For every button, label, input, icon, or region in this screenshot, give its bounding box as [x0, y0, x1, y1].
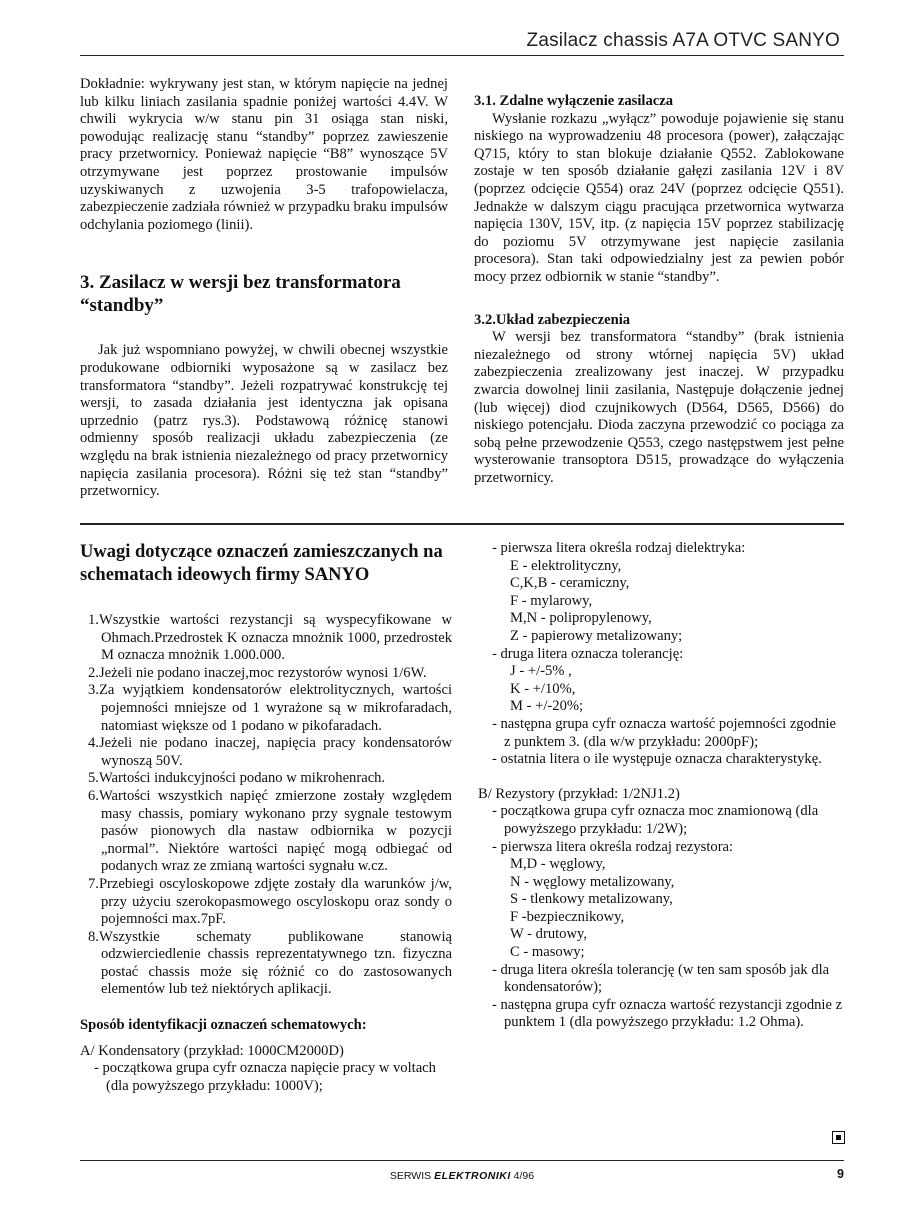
resistor-tolerance-rule: - druga litera określa tolerancję (w ten sam sposób jak dla kondensatorów); [492, 961, 830, 996]
resistor-type-item: F -bezpiecznikowy, [510, 908, 625, 925]
dielectric-item: C,K,B - ceramiczny, [510, 575, 630, 592]
footer-prefix: SERWIS [389, 1170, 432, 1182]
footer-rule [80, 1160, 844, 1161]
tolerance-item: J - +/-5% , [510, 663, 572, 680]
notes-heading: Uwagi dotyczące oznaczeń zamieszczanych na schematach ideowych firmy SANYO [80, 542, 443, 585]
resistor-value-rule: - następna grupa cyfr oznacza wartość rezystancji zgodnie z punktem 1 (dla powyższego przykładu: 1.2 Ohma). [492, 996, 843, 1031]
section-3-2-text: W wersji bez transformatora “standby” (brak istnienia niezależnego od strony wtórnej napięcia 5V) układ zabezpieczenia zrealizowany jest inaczej. W przypadku zwarcia dowolnej linii zasilania, Następuje dołączenie jednej (lub więcej) diod czujnikowych (D564, D565, D566) do niskiego potencjału. Dioda zaczyna przewodzić co pociąga za sobą pełne przewodzenie Q553, czego następstwem jest pełne wysterowanie transoptora D515, prowadzące do wyłączenia przetwornicy. [474, 329, 844, 486]
footer [80, 1170, 844, 1182]
dielectric-intro: - pierwsza litera określa rodzaj dielektryka: [492, 540, 746, 556]
notes-right-column [478, 540, 844, 1032]
section-3-1-text: Wysłanie rozkazu „wyłącz” powoduje pojawienie się stanu niskiego na wyprowadzeniu 48 procesora (power), załączając Q715, który to stan blokuje działanie Q552. Zablokowane zostaje w ten sposób działanie gałęzi zasilania 12V i 8V (poprzez odcięcie Q554) oraz 24V (poprzez odcięcie Q551). Jednakże w dalszym ciągu pracująca przetwornica wytwarza napięcia 130V, 15V, itp. (z napięcia 15V poprzez stabilizację do poziomu 5V otrzymywane jest napięcie zasilania procesora). Stan taki odpowiedzialny jest za pewien pobór mocy przez odbiornik w stanie “standby”. [474, 110, 844, 285]
note-item: 1.Wszystkie wartości rezystancji są wyspecyfikowane w Ohmach.Przedrostek K oznacza mnożnik 1000, przedrostek M oznacza mnożnik 1.000.000. [88, 612, 452, 664]
section-3-heading: 3. Zasilacz w wersji bez transformatora “standby” [80, 272, 401, 317]
note-item: 4.Jeżeli nie podano inaczej, napięcia pracy kondensatorów wynoszą 50V. [88, 735, 452, 769]
page-number: 9 [837, 1167, 844, 1181]
resistor-type-item: S - tlenkowy metalizowany, [510, 891, 673, 908]
tolerance-intro: - druga litera oznacza tolerancję: [492, 645, 684, 662]
footer-magazine-name: ELEKTRONIKI [434, 1170, 511, 1182]
tolerance-item: K - +/10%, [510, 680, 576, 697]
resistor-type-item: C - masowy; [510, 944, 585, 961]
left-top-column [80, 76, 448, 501]
identification-heading: Sposób identyfikacji oznaczeń schematowych: [80, 1017, 367, 1034]
note-item: 3.Za wyjątkiem kondensatorów elektrolitycznych, wartości pojemności mniejsze od 1 wyrażone są w mikrofaradach, natomiast większe od 1 podano w pikofaradach. [88, 682, 452, 734]
capacitance-value-rule: - następna grupa cyfr oznacza wartość pojemności zgodnie z punktem 3. (dla w/w przykładu: 2000pF); [492, 715, 837, 750]
resistor-type-item: W - drutowy, [510, 926, 588, 943]
intro-paragraph: Dokładnie: wykrywany jest stan, w którym napięcie na jednej lub kilku liniach zasilania spadnie poniżej wartości 4.4V. W chwili wykrycia w/w stanu pin 31 osiąga stan niski, powodując realizację stanu “standby” poprzez zawieszenie pracy przetwornicy. Ponieważ napięcie “B8” wynoszące 5V otrzymywane jest poprzez prostowanie impulsów uzyskiwanych z uzwojenia 3-5 trafopowielacza, zabezpieczenie zadziała również w przypadku braku impulsów odchylania poziomego (linii). [80, 76, 448, 233]
note-item: 8.Wszystkie schematy publikowane stanowią odzwierciedlenie chassis reprezentatywnego tzn. fizyczna postać chassis może się różnić co do zastosowanych elementów lub też niektórych aplikacji. [88, 928, 452, 998]
dielectric-item: E - elektrolityczny, [510, 557, 622, 574]
capacitors-title: A/ Kondensatory (przykład: 1000CM2000D) [80, 1042, 344, 1059]
note-item: 5.Wartości indukcyjności podano w mikrohenrach. [88, 770, 386, 787]
tolerance-item: M - +/-20%; [510, 698, 584, 715]
characteristic-rule: - ostatnia litera o ile występuje oznacza charakterystykę. [492, 751, 822, 768]
notes-list [80, 612, 452, 999]
resistors-title: B/ Rezystory (przykład: 1/2NJ1.2) [478, 785, 680, 802]
resistor-type-intro: - pierwsza litera określa rodzaj rezystora: [492, 838, 734, 855]
right-top-column [474, 93, 844, 487]
section-3-2-heading: 3.2.Układ zabezpieczenia [474, 311, 631, 328]
note-item: 2.Jeżeli nie podano inaczej,moc rezystorów wynosi 1/6W. [88, 664, 427, 681]
notes-left-column [80, 541, 452, 1095]
note-item: 7.Przebiegi oscyloskopowe zdjęte zostały dla warunków j/w, przy użyciu szerokopasmowego oscyloskopu oraz sondy o pojemności max.7pF. [88, 875, 452, 928]
note-item: 6.Wartości wszystkich napięć zmierzone zostały względem masy chassis, pomiary wykonano przy sygnale testowym pasów pionowych dla nastaw odbiornika w pozycji „normal”. Niektóre wartości napięć mogą odbiegać od podanych wraz ze zmianą wartości sygnału w.cz. [88, 787, 452, 875]
resistor-type-item: N - węglowy metalizowany, [510, 873, 675, 890]
section-3-1-heading: 3.1. Zdalne wyłączenie zasilacza [474, 93, 674, 109]
dielectric-item: M,N - polipropylenowy, [510, 610, 652, 627]
end-of-article-icon [832, 1131, 845, 1144]
section-divider [80, 523, 844, 525]
section-3-text: Jak już wspomniano powyżej, w chwili obecnej wszystkie produkowane odbiorniki wyposażone są w zasilacz bez transformatora “standby”. Jeżeli rozpatrywać konstrukcję tej wersji, to zasada działania jest identyczna jak opisana uprzednio (patrz rys.3). Podstawową różnicę stanowi odmienny sposób realizacji układu zabezpieczenia (ze względu na brak istnienia niezależnego od pracy przetwornicy napięcia zasilania procesora). Różni się też stan “standby” przetwornicy. [80, 342, 448, 500]
page-header-title: Zasilacz chassis A7A OTVC SANYO [526, 30, 840, 51]
resistor-power-rule: - początkowa grupa cyfr oznacza moc znamionową (dla powyższego przykładu: 1/2W); [492, 803, 819, 837]
dielectric-item: F - mylarowy, [510, 592, 593, 609]
footer-issue: 4/96 [513, 1170, 535, 1182]
resistor-type-item: M,D - węglowy, [510, 856, 606, 873]
header-rule [80, 55, 844, 56]
capacitor-voltage-rule: - początkowa grupa cyfr oznacza napięcie pracy w voltach (dla powyższego przykładu: 1000V); [94, 1060, 436, 1094]
dielectric-item: Z - papierowy metalizowany; [510, 627, 683, 644]
